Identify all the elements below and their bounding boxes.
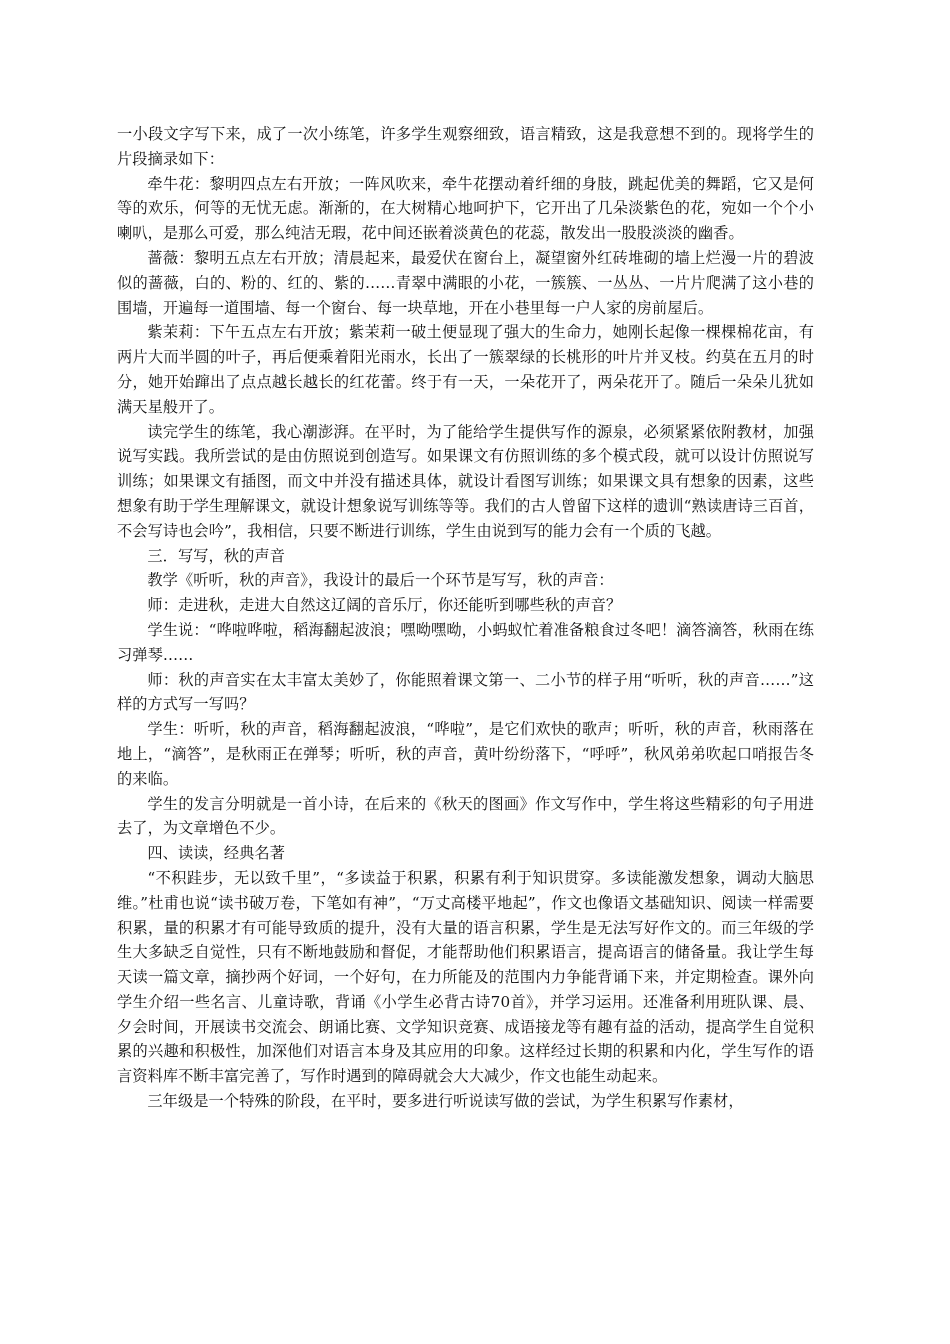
paragraph-four-oclock: 紫茉莉：下午五点左右开放；紫茉莉一破土便显现了强大的生命力，她刚长起像一棵棵棉花亩，有两片大而半圆的叶子，再后便乘着阳光雨水，长出了一簇翠绿的长桃形的叶片并叉枝。约莫在五月的时分，她开始蹿出了点点越长越长的红花蕾。终于有一天，一朵花开了，两朵花开了。随后一朵朵儿犹如满天星般开了。	[117, 323, 814, 416]
paragraph-teacher-1: 师：走进秋，走进大自然这辽阔的音乐厅，你还能听到哪些秋的声音？	[147, 596, 622, 615]
section-heading-four: 四、读读，经典名著	[147, 844, 285, 863]
paragraph-reading: “不积跬步，无以致千里”，“多读益于积累，积累有利于知识贯穿。多读能激发想象，调动大脑思维。”杜甫也说“读书破万卷，下笔如有神”，“万丈高楼平地起”，作文也像语文基础知识、阅读一样需要积累，量的积累才有可能导致质的提升，没有大量的语言积累，学生是无法写好作文的。而三年级的学生大多缺乏自觉性，只有不断地鼓励和督促，才能帮助他们积累语言，提高语言的储备量。我让学生每天读一篇文章，摘抄两个好词，一个好句，在力所能及的范围内力争能背诵下来，并定期检查。课外向学生介绍一些名言、儿童诗歌，背诵《小学生必背古诗70首》，并学习运用。还准备利用班队课、晨、夕会时间，开展读书交流会、朗诵比赛、文学知识竞赛、成语接龙等有趣有益的活动，提高学生自觉积累的兴趣和积极性，加深他们对语言本身及其应用的印象。这样经过长期的积累和内化，学生写作的语言资料库不断丰富完善了，写作时遇到的障碍就会大大减少，作文也能生动起来。	[117, 868, 814, 1086]
paragraph-poem-note: 学生的发言分明就是一首小诗，在后来的《秋天的图画》作文写作中，学生将这些精彩的句子用进去了，为文章增色不少。	[117, 794, 814, 838]
paragraph-lesson: 教学《听听，秋的声音》，我设计的最后一个环节是写写，秋的声音：	[147, 571, 614, 590]
section-heading-three: 三．写写，秋的声音	[147, 546, 285, 565]
paragraph-student-1: 学生说：“哗啦哗啦，稻海翻起波浪；嘿呦嘿呦，小蚂蚁忙着准备粮食过冬吧！滴答滴答，秋雨在练习弹琴……	[117, 620, 814, 664]
paragraph-grade-three: 三年级是一个特殊的阶段，在平时，要多进行听说读写做的尝试，为学生积累写作素材，	[147, 1092, 744, 1111]
paragraph-morning-glory: 牵牛花：黎明四点左右开放；一阵风吹来，牵牛花摆动着纤细的身肢，跳起优美的舞蹈，它又是何等的欢乐，何等的无忧无虑。渐渐的，在大树精心地呵护下，它开出了几朵淡紫色的花，宛如一个个小喇叭，是那么可爱，那么纯洁无瑕，花中间还嵌着淡黄色的花蕊，散发出一股股淡淡的幽香。	[117, 174, 814, 243]
paragraph-reflection: 读完学生的练笔，我心潮澎湃。在平时，为了能给学生提供写作的源泉，必须紧紧依附教材，加强说写实践。我所尝试的是由仿照说到创造写。如果课文有仿照训练的多个模式段，就可以设计仿照说写训练；如果课文有插图，而文中并没有描述具体，就设计看图写训练；如果课文具有想象的因素，这些想象有助于学生理解课文，就设计想象说写训练等等。我们的古人曾留下这样的遗训“熟读唐诗三百首，不会写诗也会吟”，我相信，只要不断进行训练，学生由说到写的能力会有一个质的飞越。	[117, 422, 814, 540]
paragraph-teacher-2: 师：秋的声音实在太丰富太美妙了，你能照着课文第一、二小节的样子用“听听，秋的声音……”这样的方式写一写吗？	[117, 670, 814, 714]
document-body	[117, 122, 814, 1114]
paragraph-student-2: 学生：听听，秋的声音，稻海翻起波浪，“哗啦”，是它们欢快的歌声；听听，秋的声音，秋雨落在地上，“滴答”，是秋雨正在弹琴；听听，秋的声音，黄叶纷纷落下，“呼呼”，秋风弟弟吹起口哨报告冬的来临。	[117, 720, 814, 788]
paragraph-rose: 蔷薇：黎明五点左右开放；清晨起来，最爱伏在窗台上，凝望窗外红砖堆砌的墙上烂漫一片的碧波似的蔷薇，白的、粉的、红的、紫的……青翠中满眼的小花，一簇簇、一丛丛、一片片爬满了这小巷的围墙，开遍每一道围墙、每一个窗台、每一块草地，开在小巷里每一户人家的房前屋后。	[117, 248, 814, 317]
paragraph-intro: 一小段文字写下来，成了一次小练笔，许多学生观察细致，语言精致，这是我意想不到的。现将学生的片段摘录如下：	[117, 125, 814, 168]
